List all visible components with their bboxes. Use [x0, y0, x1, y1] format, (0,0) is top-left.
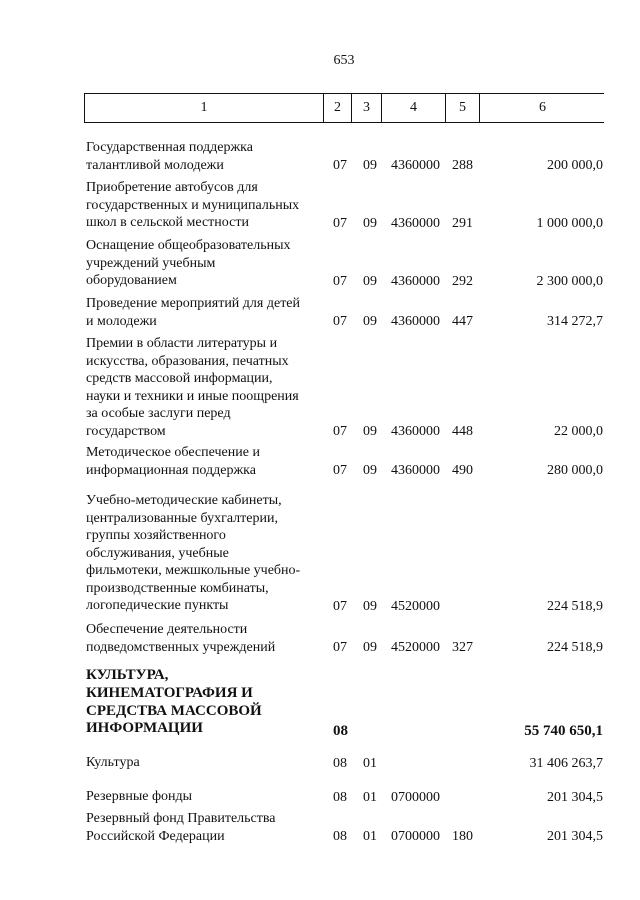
- row-sum: 224 518,9: [547, 639, 603, 655]
- row-podrazdel: 01: [363, 789, 377, 805]
- table-header: [84, 93, 604, 123]
- row-sum: 1 000 000,0: [536, 215, 603, 231]
- row-razdel: 07: [333, 313, 347, 329]
- row-sum: 200 000,0: [547, 157, 603, 173]
- row-expense-type: 447: [452, 313, 473, 329]
- row-name: Учебно-методические кабинеты, централизованные бухгалтерии, группы хозяйственного обслуживания, учебные фильмотеки, межшкольные учебно- производственные комбинаты, логопедические пункты: [86, 493, 301, 613]
- row-name: Методическое обеспечение и информационная поддержка: [86, 445, 260, 478]
- row-podrazdel: 09: [363, 598, 377, 614]
- row-razdel: 07: [333, 423, 347, 439]
- row-target-article: 0700000: [391, 789, 440, 805]
- header-col-6: 6: [539, 100, 546, 115]
- row-target-article: 4520000: [391, 639, 440, 655]
- row-expense-type: 291: [452, 215, 473, 231]
- section-heading: КУЛЬТУРА, КИНЕМАТОГРАФИЯ И СРЕДСТВА МАССОВОЙ ИНФОРМАЦИИ: [86, 667, 262, 737]
- row-podrazdel: 09: [363, 639, 377, 655]
- row-target-article: 0700000: [391, 828, 440, 844]
- row-podrazdel: 09: [363, 313, 377, 329]
- row-name: Премии в области литературы и искусства, образования, печатных средств массовой информации, науки и техники и иные поощрения за особые заслуги перед государством: [86, 336, 299, 439]
- table-row: [0, 788, 640, 806]
- row-expense-type: 490: [452, 462, 473, 478]
- row-name: Культура: [86, 755, 140, 770]
- row-target-article: 4360000: [391, 215, 440, 231]
- header-col-2: 2: [324, 94, 352, 122]
- row-podrazdel: 01: [363, 828, 377, 844]
- table-row: [0, 295, 640, 330]
- row-sum: 55 740 650,1: [524, 722, 603, 739]
- table-row: [0, 444, 640, 479]
- row-expense-type: 288: [452, 157, 473, 173]
- row-razdel: 07: [333, 273, 347, 289]
- table-row: [0, 754, 640, 772]
- header-col-4: 4: [382, 94, 446, 122]
- row-name: Государственная поддержка талантливой молодежи: [86, 140, 253, 173]
- table-row: [0, 621, 640, 656]
- row-name: Оснащение общеобразовательных учреждений учебным оборудованием: [86, 238, 291, 288]
- row-podrazdel: 09: [363, 215, 377, 231]
- row-expense-type: 327: [452, 639, 473, 655]
- row-target-article: 4360000: [391, 423, 440, 439]
- row-razdel: 08: [333, 789, 347, 805]
- row-sum: 31 406 263,7: [529, 755, 603, 771]
- row-razdel: 07: [333, 462, 347, 478]
- row-razdel: 08: [333, 755, 347, 771]
- table-row: [0, 810, 640, 845]
- row-razdel: 07: [333, 215, 347, 231]
- row-target-article: 4360000: [391, 462, 440, 478]
- header-col-5: 5: [446, 94, 480, 122]
- row-target-article: 4360000: [391, 157, 440, 173]
- section-heading-row: [0, 667, 640, 740]
- row-podrazdel: 09: [363, 273, 377, 289]
- row-razdel: 08: [333, 828, 347, 844]
- header-col-1: 1: [85, 94, 324, 122]
- row-sum: 224 518,9: [547, 598, 603, 614]
- row-name: Проведение мероприятий для детей и молодежи: [86, 296, 301, 329]
- row-sum: 314 272,7: [547, 313, 603, 329]
- row-podrazdel: 01: [363, 755, 377, 771]
- row-expense-type: 448: [452, 423, 473, 439]
- row-target-article: 4360000: [391, 273, 440, 289]
- row-name: Приобретение автобусов для государственных и муниципальных школ в сельской местности: [86, 180, 300, 230]
- row-sum: 2 300 000,0: [536, 273, 603, 289]
- row-razdel: 07: [333, 598, 347, 614]
- table-row: [0, 335, 640, 440]
- row-expense-type: 180: [452, 828, 473, 844]
- row-expense-type: 292: [452, 273, 473, 289]
- row-podrazdel: 09: [363, 423, 377, 439]
- row-podrazdel: 09: [363, 462, 377, 478]
- row-razdel: 08: [333, 722, 348, 739]
- row-sum: 201 304,5: [547, 789, 603, 805]
- row-sum: 201 304,5: [547, 828, 603, 844]
- table-row: [0, 179, 640, 232]
- row-podrazdel: 09: [363, 157, 377, 173]
- row-name: Резервный фонд Правительства Российской Федерации: [86, 811, 276, 844]
- row-name: Обеспечение деятельности подведомственных учреждений: [86, 622, 276, 655]
- row-sum: 22 000,0: [554, 423, 603, 439]
- row-target-article: 4520000: [391, 598, 440, 614]
- table-row: [0, 492, 640, 615]
- row-razdel: 07: [333, 639, 347, 655]
- header-col-3: 3: [352, 94, 382, 122]
- row-razdel: 07: [333, 157, 347, 173]
- table-row: [0, 139, 640, 174]
- row-name: Резервные фонды: [86, 789, 193, 804]
- row-target-article: 4360000: [391, 313, 440, 329]
- row-sum: 280 000,0: [547, 462, 603, 478]
- table-row: [0, 237, 640, 290]
- page-number: 653: [333, 53, 355, 68]
